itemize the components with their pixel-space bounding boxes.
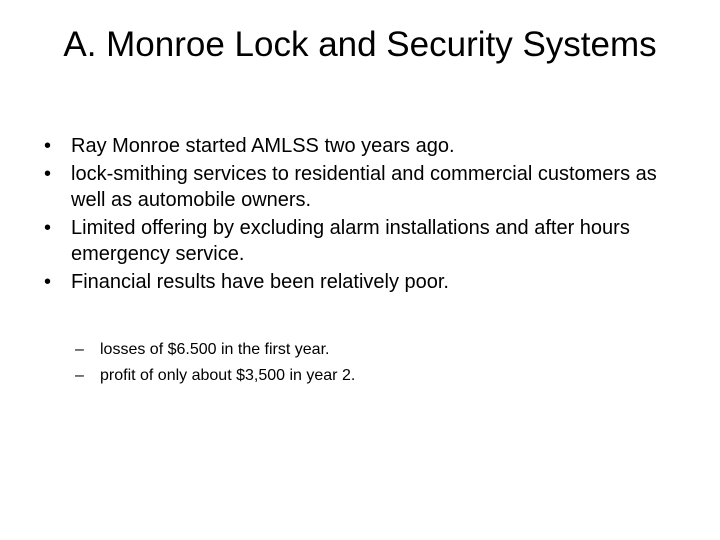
bullet-item — [44, 133, 694, 159]
bullet-marker: • — [44, 135, 52, 157]
bullet-marker: • — [44, 271, 52, 293]
bullet-marker: • — [44, 163, 52, 185]
bullet-item — [44, 269, 694, 295]
bullet-text: Financial results have been relatively poor. — [71, 271, 449, 293]
subbullet-item — [75, 340, 675, 360]
subbullet-text: profit of only about $3,500 in year 2. — [100, 367, 356, 384]
subbullet-item — [75, 366, 675, 386]
slide-title: A. Monroe Lock and Security Systems — [63, 25, 657, 64]
bullet-text: Ray Monroe started AMLSS two years ago. — [71, 135, 455, 157]
bullet-marker: • — [44, 217, 52, 239]
subbullet-marker: – — [75, 341, 84, 358]
bullet-text: lock-smithing services to residential and commercial customers as well as automobile owners. — [71, 163, 657, 211]
bullet-item — [44, 161, 694, 213]
bullet-text: Limited offering by excluding alarm installations and after hours emergency service. — [71, 217, 630, 265]
subbullet-list — [75, 340, 675, 392]
bullet-list — [44, 133, 694, 297]
bullet-item — [44, 215, 694, 267]
subbullet-marker: – — [75, 367, 84, 384]
subbullet-text: losses of $6.500 in the first year. — [100, 341, 330, 358]
